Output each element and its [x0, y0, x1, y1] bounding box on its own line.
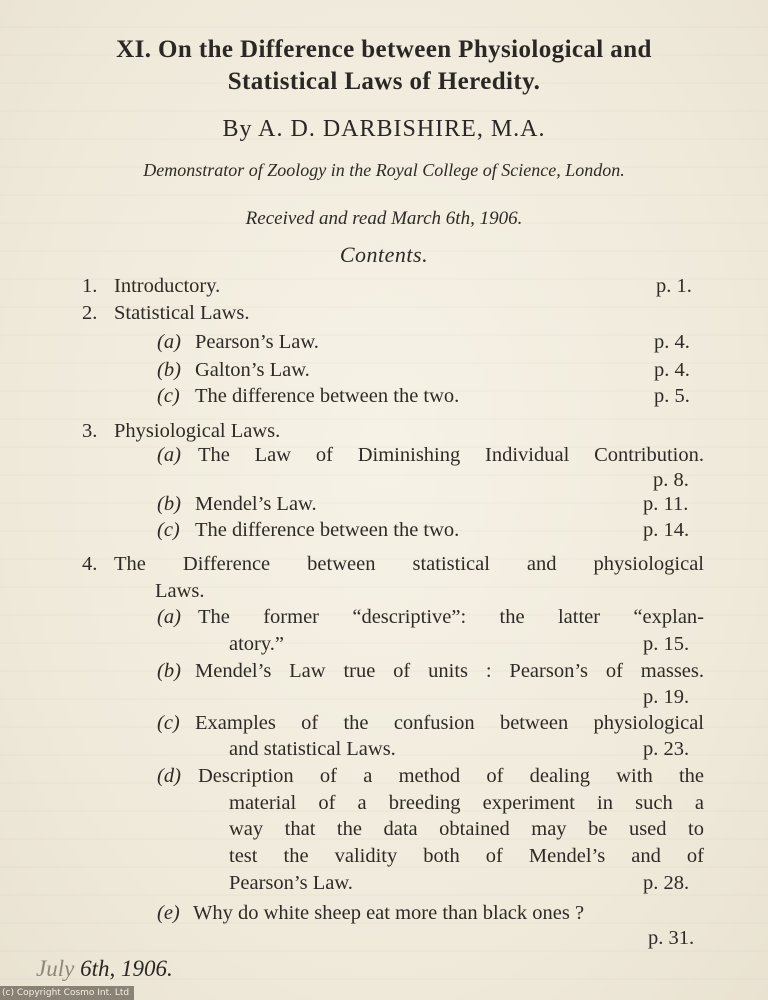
- entry-physiological-laws: Physiological Laws.: [114, 420, 281, 442]
- subentry-letter: (a): [157, 444, 181, 466]
- entry-confusion-line-2: and statistical Laws.: [229, 738, 396, 760]
- entry-confusion-line-1: Examples of the confusion between physiological: [195, 712, 704, 734]
- author-byline: By A. D. DARBISHIRE, M.A.: [222, 116, 546, 142]
- entry-method-line-2: material of a breeding experiment in such a: [229, 792, 704, 814]
- subentry-letter: (a): [157, 606, 181, 628]
- contents-heading: Contents.: [339, 242, 429, 267]
- entry-number: 4.: [82, 553, 98, 575]
- subentry-letter: (b): [157, 359, 181, 381]
- copyright-watermark: (c) Copyright Cosmo Int. Ltd: [0, 986, 134, 1000]
- issue-date-day-year: 6th, 1906.: [74, 956, 173, 981]
- entry-diminishing-contribution: The Law of Diminishing Individual Contribution.: [198, 444, 704, 466]
- page-ref: p. 8.: [653, 469, 689, 491]
- page-ref: p. 5.: [654, 385, 690, 407]
- subentry-letter: (b): [157, 493, 181, 515]
- entry-difference-line-2: Laws.: [155, 580, 205, 602]
- page-ref: p. 4.: [654, 359, 690, 381]
- entry-pearsons-law: Pearson’s Law.: [195, 331, 319, 353]
- entry-number: 2.: [82, 302, 98, 324]
- author-affiliation: Demonstrator of Zoology in the Royal College of Science, London.: [143, 160, 625, 180]
- subentry-letter: (c): [157, 519, 180, 541]
- entry-galtons-law: Galton’s Law.: [195, 359, 310, 381]
- page-ref: p. 31.: [648, 927, 695, 949]
- entry-physiological-difference: The difference between the two.: [195, 519, 460, 541]
- received-date: Received and read March 6th, 1906.: [245, 208, 523, 229]
- subentry-letter: (d): [157, 765, 181, 787]
- issue-date: [36, 956, 173, 982]
- article-title-line-2: Statistical Laws of Heredity.: [227, 68, 541, 95]
- page-ref: p. 11.: [643, 493, 689, 515]
- subentry-letter: (b): [157, 660, 181, 682]
- entry-method-line-5: Pearson’s Law.: [229, 872, 353, 894]
- page-ref: p. 23.: [643, 738, 690, 760]
- entry-method-line-1: Description of a method of dealing with the: [198, 765, 704, 787]
- entry-units-masses: Mendel’s Law true of units : Pearson’s of masses.: [195, 660, 704, 682]
- entry-difference-line-1: The Difference between statistical and physiological: [114, 553, 704, 575]
- page-ref: p. 28.: [643, 872, 690, 894]
- entry-descriptive-line-1: The former “descriptive”: the latter “explan-: [198, 606, 704, 628]
- article-title-line-1: XI. On the Difference between Physiological and: [116, 36, 652, 63]
- subentry-letter: (c): [157, 712, 180, 734]
- entry-descriptive-line-2: atory.”: [229, 633, 285, 655]
- subentry-letter: (c): [157, 385, 180, 407]
- page-ref: p. 4.: [654, 331, 690, 353]
- entry-number: 3.: [82, 420, 98, 442]
- entry-number: 1.: [82, 275, 98, 297]
- entry-white-sheep: Why do white sheep eat more than black ones ?: [193, 902, 585, 924]
- issue-date-month: July: [36, 956, 75, 981]
- entry-statistical-laws: Statistical Laws.: [114, 302, 250, 324]
- page-ref: p. 19.: [643, 686, 690, 708]
- entry-method-line-3: way that the data obtained may be used to: [229, 818, 704, 840]
- page-ref: p. 14.: [643, 519, 690, 541]
- subentry-letter: (a): [157, 331, 181, 353]
- page-ref: p. 15.: [643, 633, 690, 655]
- entry-statistical-difference: The difference between the two.: [195, 385, 460, 407]
- entry-introductory: Introductory.: [114, 275, 221, 297]
- page-ref: p. 1.: [656, 275, 692, 297]
- entry-mendels-law: Mendel’s Law.: [195, 493, 317, 515]
- entry-method-line-4: test the validity both of Mendel’s and of: [229, 845, 704, 867]
- subentry-letter: (e): [157, 902, 180, 924]
